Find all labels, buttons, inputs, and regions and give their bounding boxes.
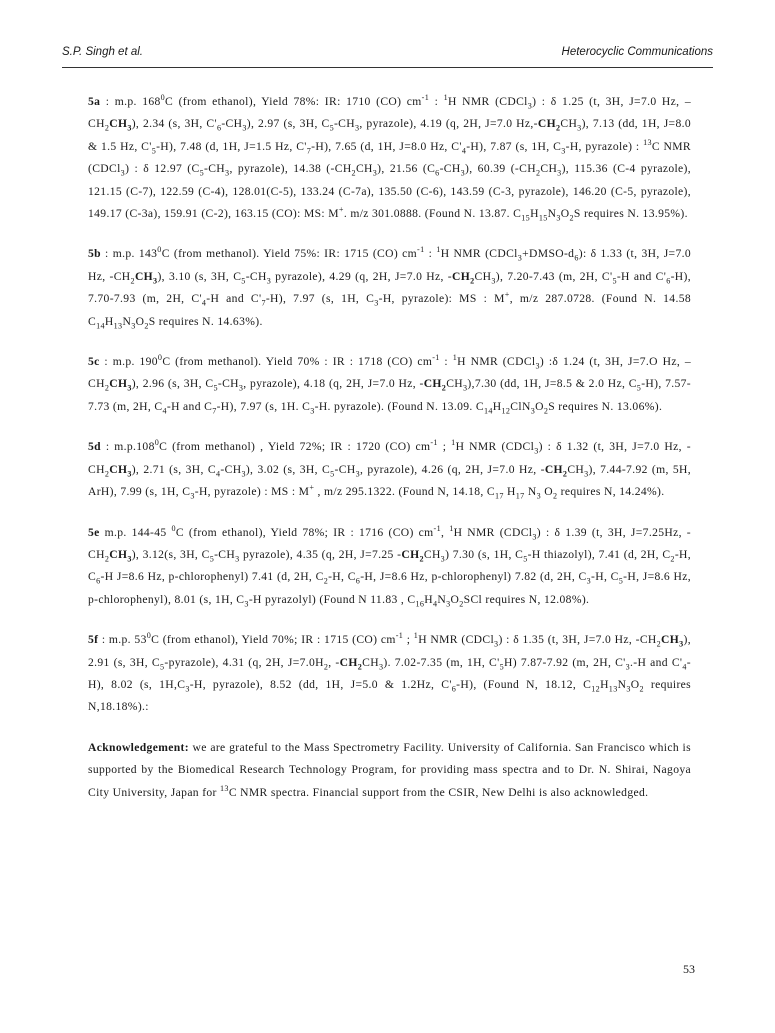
- header-authors: S.P. Singh et al.: [62, 46, 143, 58]
- header-journal: Heterocyclic Communications: [561, 46, 713, 58]
- page-body: [88, 91, 691, 822]
- compound-entry-5b: 5b : m.p. $143^0C$ (from methanol). Yield 75%: IR: 1715 (CO) $cm^{-1}$ : $^1$H NMR $(CDCl_3+DMSO-d_6)$: δ 1.33 (t, 3H, J=7.0 Hz, $-CH_2CH_3$), 3.10 (s, 3H, $C_5-CH_3$ pyrazole), 4.29 (q, 2H, J=7.0 Hz, $-CH_2CH_3$), 7.20-7.43 (m, 2H, $C'_5-H$ and $C'_6-H$), 7.70-7.93 (m, 2H, $C'_4-H$ and $C'_7-H$), 7.97 (s, 1H, $C_3-H$, pyrazole): MS : M+, m/z 287.0728. (Found N. 14.58 $C_{14}H_{13}N_3O_2S$ requires N. 14.63%).: [88, 245, 692, 330]
- compound-entry-5a: 5a : m.p. $168^0C$ (from ethanol), Yield 78%: IR: 1710 (CO) $cm^{-1}$ : $^1$H NMR (CDCl$_3$) : δ 1.25 (t, 3H, J=7.0 Hz, $-CH_2CH_3$), 2.34 (s, 3H, $C'_6-CH_3$), 2.97 (s, 3H, $C_5-CH_3$, pyrazole), 4.19 (q, 2H, J=7.0 $Hz,-CH_2CH_3$), 7.13 (dd, 1H, J=8.0 & 1.5 Hz, $C'_5-H$), 7.48 (d, 1H, J=1.5 Hz, $C'_7-H$), 7.65 (d, 1H, J=8.0 Hz, $C'_4-H$), 7.87 (s, 1H, $C_3-H$, pyrazole) : $^{13}$C NMR (CDCl$_3$) : δ 12.97 ($C_5-CH_3$, pyrazole), 14.38 $(-CH_2CH_3)$, 21.56 $(C_6-CH_3)$, 60.39 $(-CH_2CH_3)$, 115.36 (C-4 pyrazole), 121.15 (C-7), 122.59 (C-4), 128.01(C-5), 133.24 (C-7a), 135.50 (C-6), 143.59 (C-3, pyrazole), 146.20 (C-5, pyrazole), 149.17 (C-3a), 159.91 (C-2), 163.15 (CO): MS: M+. m/z 301.0888. (Found N. 13.87. $C_{15}H_{15}N_3O_2S$ requires N. 13.95%).: [88, 93, 692, 223]
- running-header: [62, 46, 713, 64]
- acknowledgement-paragraph: Acknowledgement: we are grateful to the Mass Spectrometry Facility. University of California. San Francisco which is supported by the Biomedical Research Technology Program, for providing mass spectra and to Dr. N. Shirai, Nagoya City University, Japan for $^{13}$C NMR spectra. Financial support from the CSIR, New Delhi is also acknowledged.: [88, 740, 691, 799]
- compound-entry-5d: 5d : m.p.108$^0$C (from methanol) , Yield 72%; IR : 1720 (CO) $cm^{-1}$ ; $^1$H NMR (CDCl$_3$) : δ 1.32 (t, 3H, J=7.0 Hz, $-CH_2CH_3$), 2.71 (s, 3H, $C_4-CH_3$), 3.02 (s, 3H, $C_5-CH_3$, pyrazole), 4.26 (q, 2H, J=7.0 Hz, $-CH_2CH_3$), 7.44-7.92 (m, 5H, ArH), 7.99 (s, 1H, $C_3-H$, pyrazole) : MS : M+ , m/z 295.1322. (Found N, 14.18, $C_{17}$ $H_{17}$ $N_3$ $O_2$ requires N, 14.24%).: [88, 438, 691, 501]
- page-number: 53: [683, 962, 695, 976]
- header-rule: [62, 67, 713, 68]
- compound-entry-5e: 5e m.p. 144-45 $^0$C (from ethanol), Yield 78%; IR : 1716 (CO) $cm^{-1}$, $^1$H NMR (CDCl$_3$) : δ 1.39 (t, 3H, J=7.25Hz, $-CH_2CH_3$), 3.12(s, 3H, $C_5-CH_3$ pyrazole), 4.35 (q, 2H, J=7.25 $-CH_2CH_3$) 7.30 (s, 1H, $C_5-H$ thiazolyl), 7.41 (d, 2H, $C_2-H$, $C_6-H$ J=8.6 Hz, p-chlorophenyl) 7.41 (d, 2H, $C_2-H$, $C_6-H$, J=8.6 Hz, p-chlorophenyl) 7.82 (d, 2H, $C_3-H$, $C_5-H$, J=8.6 Hz, p-chlorophenyl), 8.01 (s, 1H, $C_3-H$ pyrazolyl) (Found N 11.83 , $C_{16}H_4N_3O_2SCl$ requires N, 12.08%).: [88, 523, 691, 609]
- compound-entry-5f: 5f : m.p. $53^0C$ (from ethanol), Yield 70%; IR : 1715 (CO) $cm^{-1}$ ; $^1$H NMR (CDCl$_3$) : δ 1.35 (t, 3H, J=7.0 Hz, $-CH_2CH_3$), 2.91 (s, 3H, $C_5-pyrazole$), 4.31 (q, 2H, $J=7.0H_2$, $-CH_2CH_3$). 7.02-7.35 (m, 1H, $C'_5H$) 7.87-7.92 (m, 2H, $C'_3.-H$ and $C'_4-H$), 8.02 (s, $1H,C_3-H$, pyrazole), 8.52 (dd, 1H, J=5.0 & 1.2Hz, $C'_6-H$), (Found N, 18.12, $C_{12}H_{13}N_3O_2$ requires N,18.18%).:: [88, 631, 692, 714]
- compound-entry-5c: 5c : m.p. $190^0C$ (from methanol). Yield 70% : IR : 1718 (CO) $cm^{-1}$ : $^1$H NMR (CDCl$_3$) :δ 1.24 (t, 3H, J=7.O Hz, $-CH_2CH_3$), 2.96 (s, 3H, $C_5-CH_3$, pyrazole), 4.18 (q, 2H, J=7.0 Hz, $-CH_2CH_3),7.30$ (dd, 1H, J=8.5 & 2.0 Hz, $C_5-H$), 7.57-7.73 (m, 2H, $C_4-H$ and $C_7-H$), 7.97 (s, 1H. $C_3-H$. pyrazole). (Found N. 13.09. $C_{14}H_{12}ClN_3O_2S$ requires N. 13.06%).: [88, 353, 692, 416]
